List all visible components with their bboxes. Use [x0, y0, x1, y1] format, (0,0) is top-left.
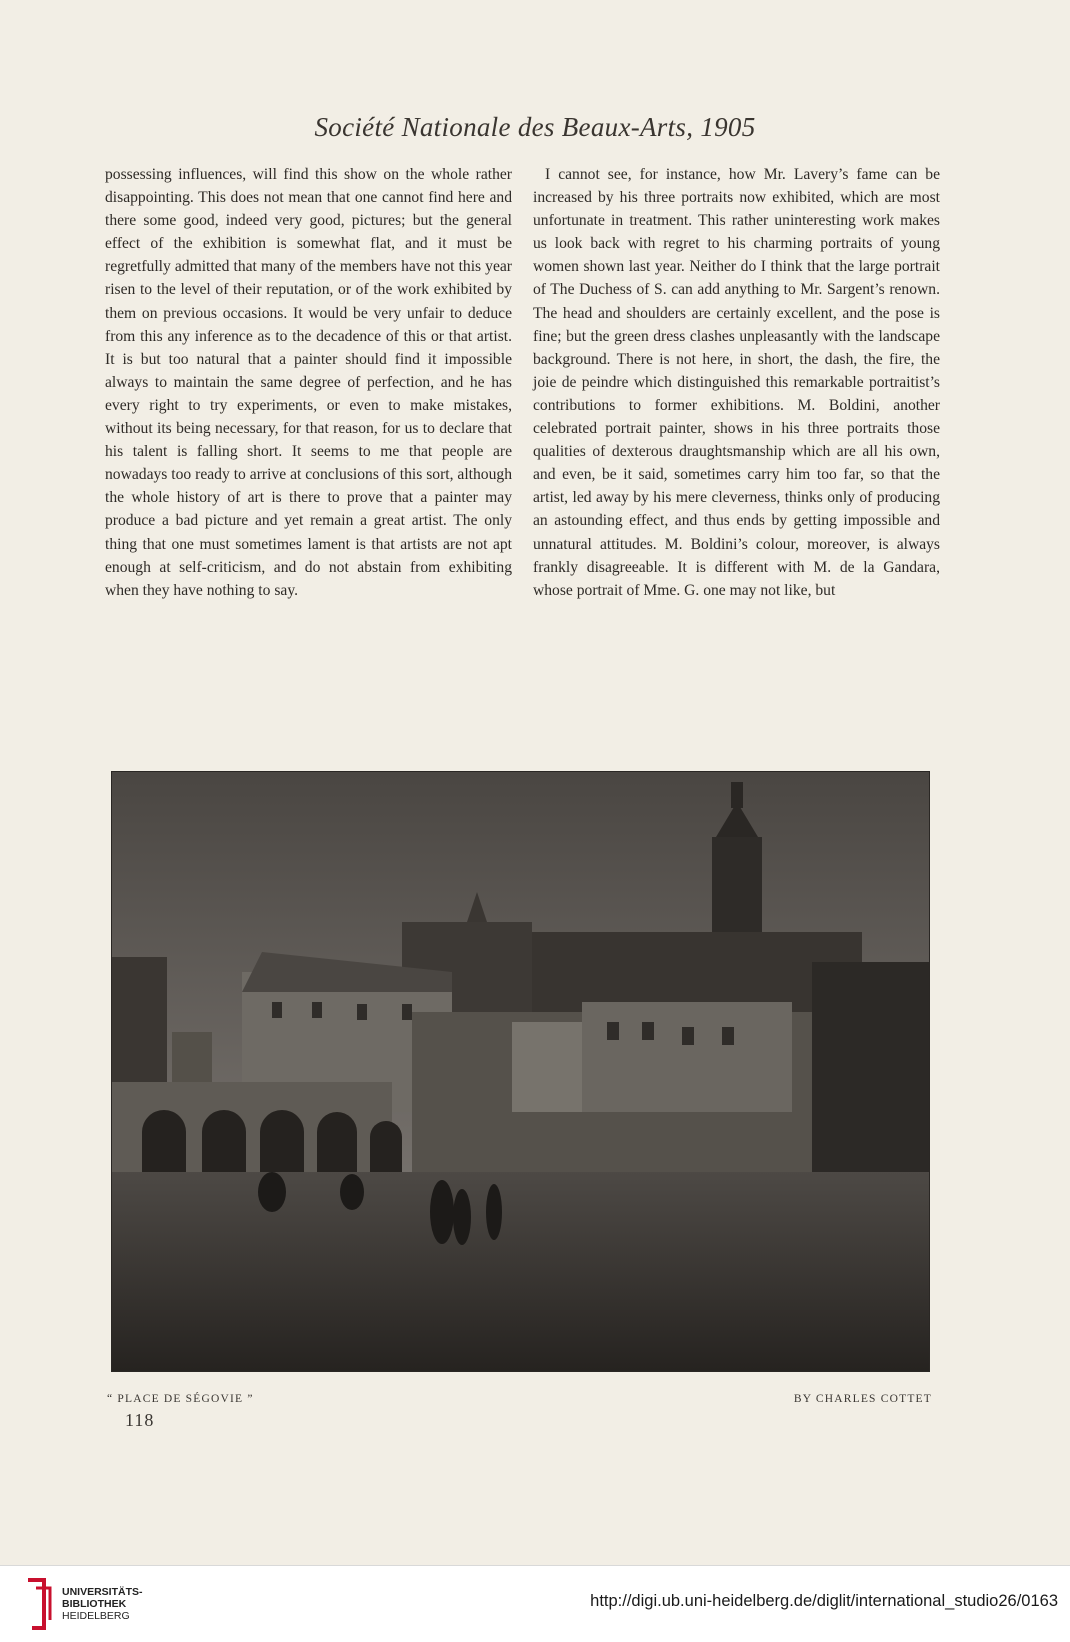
left-paragraph: possessing influences, will find this show on the whole rather disappointing. This does not mean that one cannot find here and there some good, indeed very good, pictures; but the general effect of the exhibition is somewhat flat, and it must be regretfully admitted that many of the members have not this year risen to the level of their reputation, or of the work exhibited by them on previous occasions. It would be very unfair to deduce from this any inference as to the decadence of this or that artist. It is but too natural that a painter should find it impossible always to maintain the same degree of perfection, and he has every right to try experiments, or even to make mistakes, without its being necessary, for that reason, for us to declare that his talent is falling short. It seems to me that people are nowadays too ready to arrive at conclusions of this sort, although the whole history of art is there to prove that a painter may produce a bad picture and yet remain a great artist. The only thing that one must sometimes lament is that artists are not apt enough at self-criticism, and do not abstain from exhibiting when they have nothing to say.: [105, 166, 512, 599]
figure-caption-artist: BY CHARLES COTTET: [793, 1393, 932, 1405]
library-name-line-3: HEIDELBERG: [62, 1610, 130, 1622]
digitization-footer: [0, 1565, 1070, 1642]
painting-image: [112, 772, 929, 1371]
source-url-link[interactable]: http://digi.ub.uni-heidelberg.de/diglit/international_studio26/0163: [590, 1592, 1058, 1610]
library-logo-icon: [22, 1574, 56, 1634]
running-header: Société Nationale des Beaux-Arts, 1905: [314, 112, 756, 142]
left-text-column: [105, 163, 512, 602]
right-paragraph: I cannot see, for instance, how Mr. Lavery’s fame can be increased by his three portraits now exhibited, which are most unfortunate in treatment. This rather uninteresting work makes us look back with regret to his charming portraits of young women shown last year. Neither do I think that the large portrait of The Duchess of S. can add anything to Mr. Sargent’s renown. The head and shoulders are certainly excellent, and the pose is fine; but the green dress clashes unpleasantly with the landscape background. There is not here, in short, the dash, the fire, the joie de peindre which distinguished this remarkable portraitist’s contributions to former exhibitions. M. Boldini, another celebrated portrait painter, shows in his three portraits those qualities of dexterous draughtsmanship which are all his own, and even, be it said, sometimes carry him too far, so that the artist, led away by his mere cleverness, thinks only of producing an astounding effect, and thus ends by getting impossible and unnatural attitudes. M. Boldini’s colour, moreover, is always frankly disagreeable. It is different with M. de la Gandara, whose portrait of Mme. G. one may not like, but: [533, 166, 940, 599]
library-name-line-2: BIBLIOTHEK: [62, 1598, 127, 1610]
figure-caption-title: “ PLACE DE SÉGOVIE ”: [107, 1393, 254, 1405]
library-name-line-1: UNIVERSITÄTS-: [62, 1586, 143, 1598]
painting-plate-place-de-segovie: [111, 771, 930, 1372]
page-number: 118: [125, 1410, 155, 1430]
library-name: [62, 1586, 143, 1622]
right-text-column: [533, 163, 940, 602]
